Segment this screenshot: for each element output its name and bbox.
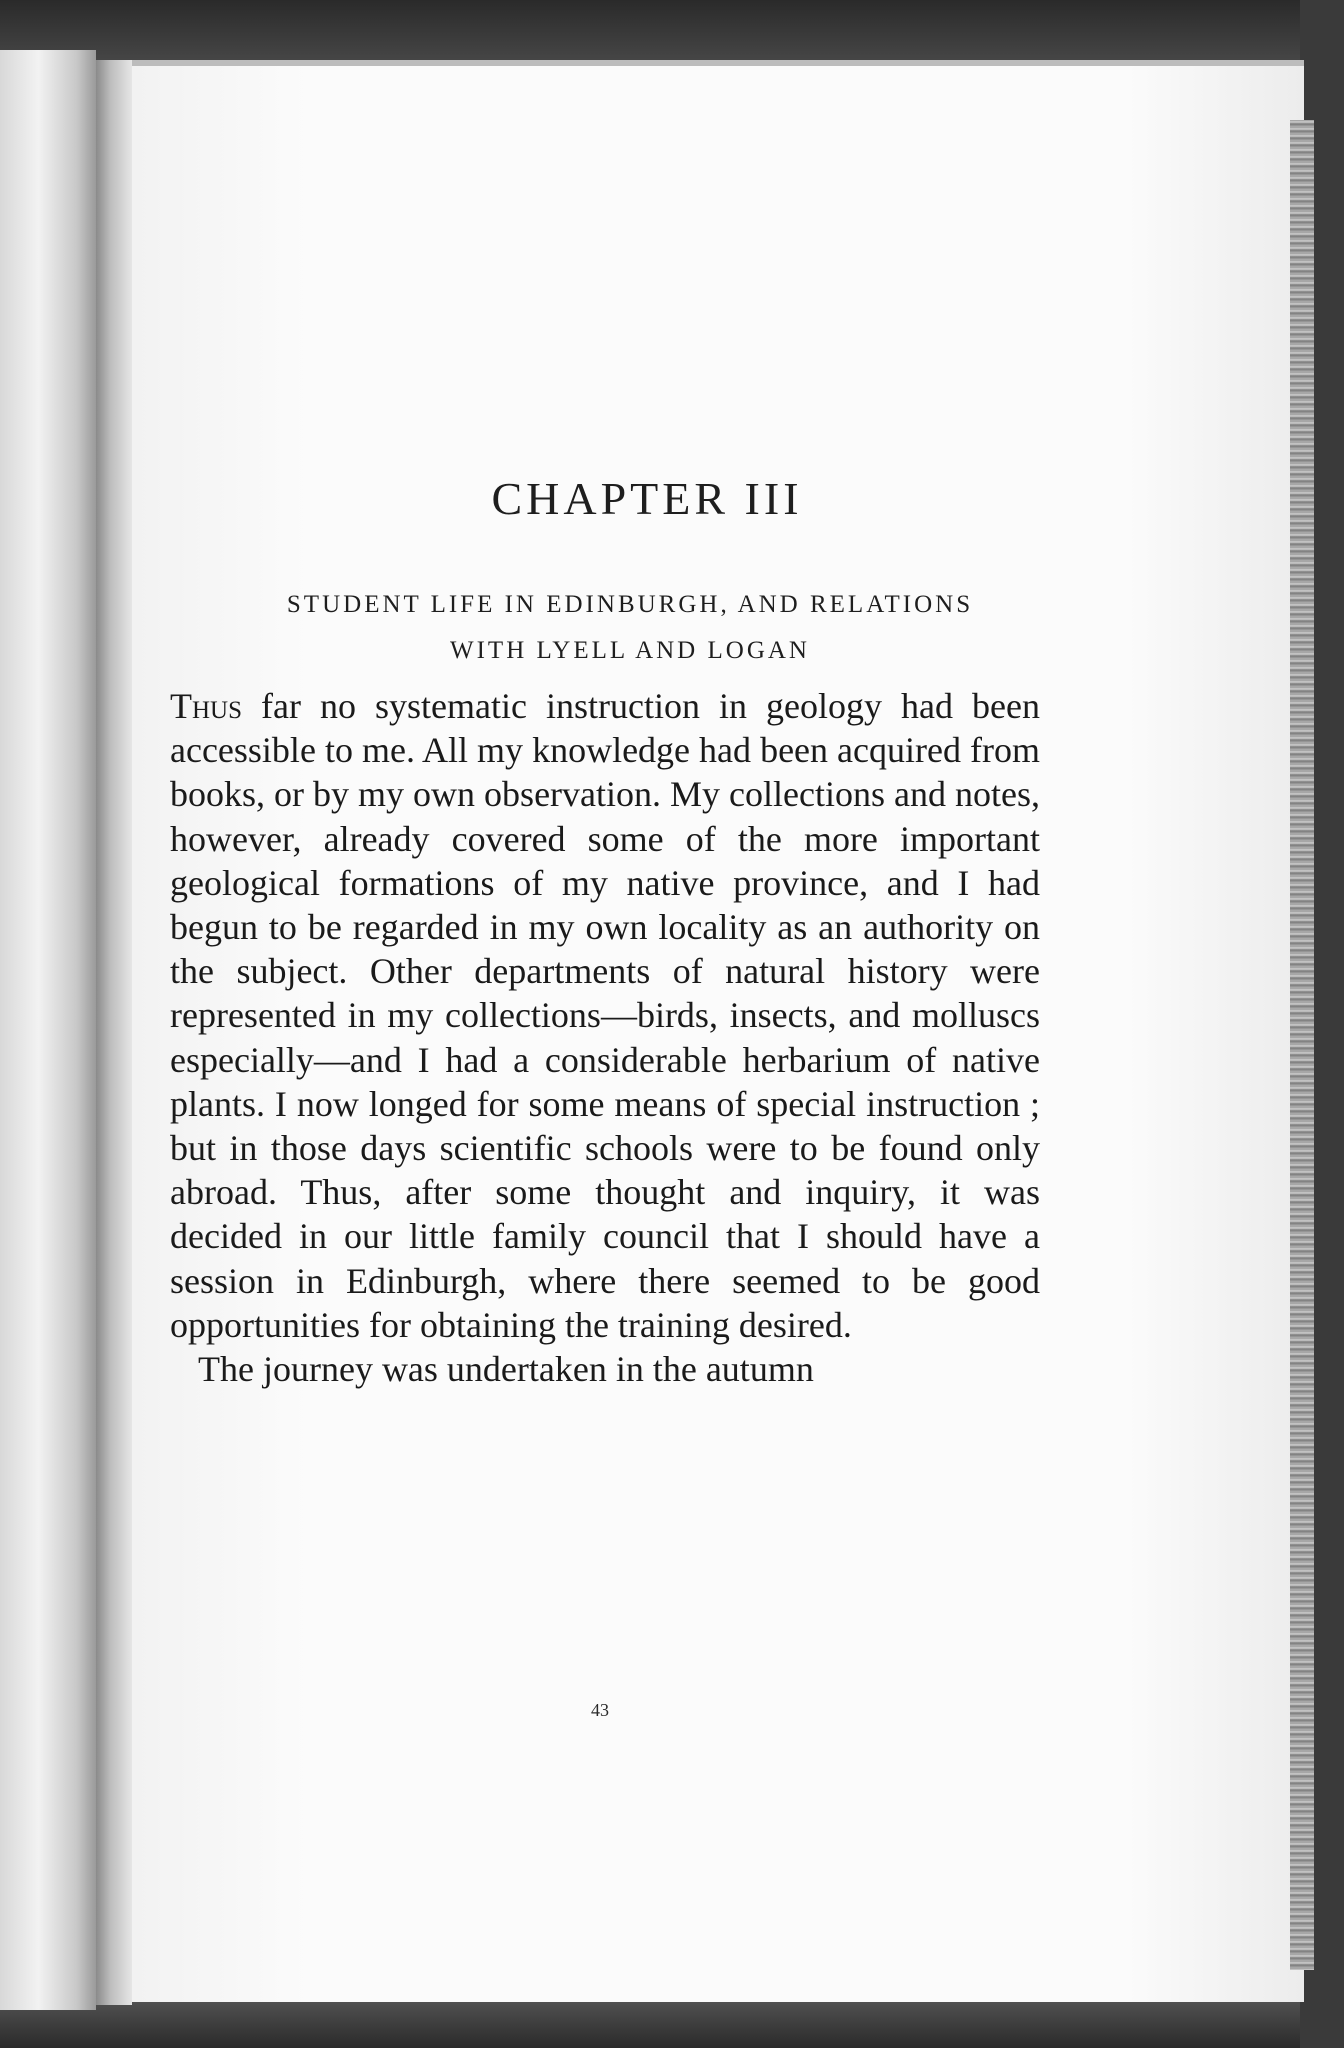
chapter-subtitle [180, 582, 1080, 674]
book-gutter [96, 60, 132, 2005]
paragraph-1-text: far no systematic instruction in geology had been accessible to me. All my knowledge had been acquired from books, or by my own observation. My collections and notes, however, already covered some of the more important geological formations of my native province, and I had begun to be regarded in my own locality as an authority on the subject. Other departments of natural history were represented in my collections—birds, insects, and molluscs especially—and I had a considerable herbarium of native plants. I now longed for some means of special instruction ; but in those days scientific schools were to be found only abroad. Thus, after some thought and inquiry, it was decided in our little family council that I should have a session in Edinburgh, where there seemed to be good opportunities for obtaining the training desired. [170, 686, 1040, 1345]
paragraph-1 [170, 684, 1040, 1347]
paragraph-1-lead: Thus [170, 686, 243, 726]
facing-page-edge [0, 50, 96, 2010]
chapter-subtitle-line-2: WITH LYELL AND LOGAN [450, 637, 810, 664]
page-number: 43 [591, 1700, 609, 1720]
chapter-subtitle-line-1: STUDENT LIFE IN EDINBURGH, AND RELATIONS [286, 591, 974, 618]
chapter-title: CHAPTER III [491, 473, 803, 524]
page-top-edge [132, 60, 1304, 66]
page-side-edge [1290, 120, 1314, 1970]
chapter-body [170, 684, 1040, 1391]
paragraph-2: The journey was undertaken in the autumn [198, 1349, 814, 1390]
